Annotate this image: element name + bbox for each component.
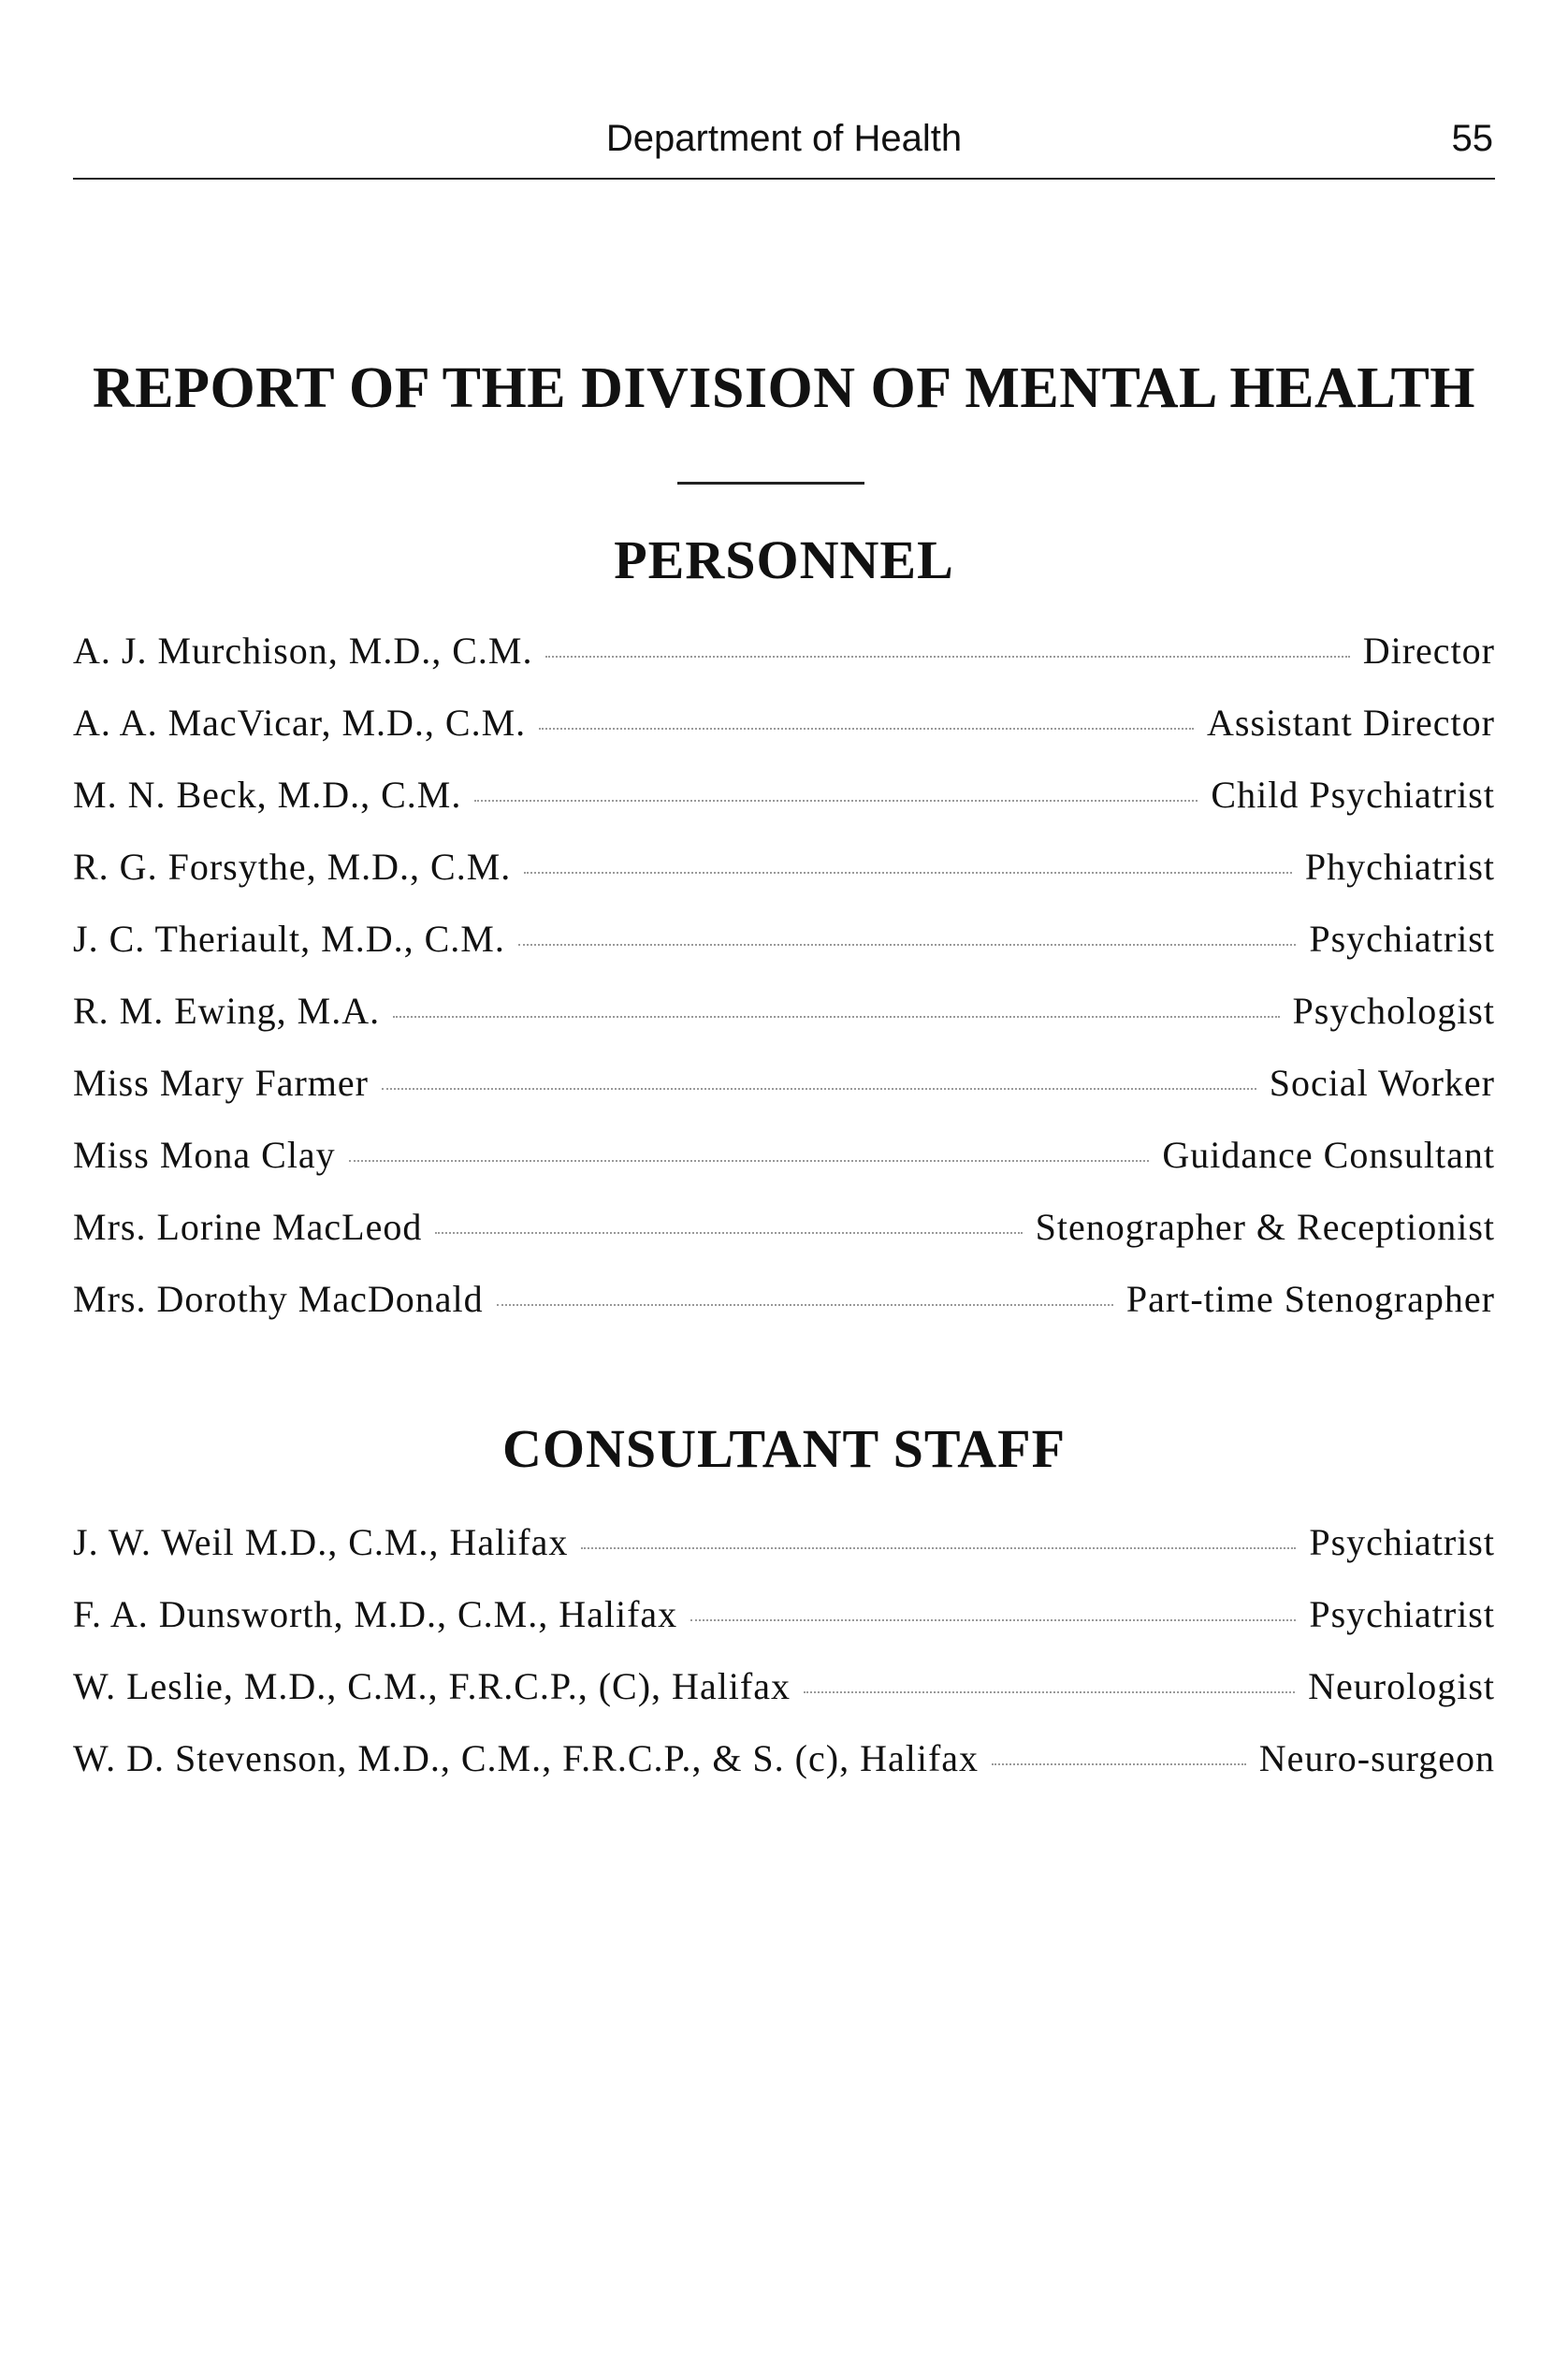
dot-leader — [497, 1304, 1113, 1306]
staff-name: J. C. Theriault, M.D., C.M. — [73, 918, 505, 960]
personnel-row — [73, 1205, 1495, 1277]
dot-leader — [545, 656, 1349, 658]
staff-role: Stenographer & Receptionist — [1035, 1206, 1495, 1248]
consultant-role: Neuro-surgeon — [1258, 1737, 1495, 1779]
personnel-row — [73, 629, 1495, 701]
staff-role: Psychiatrist — [1309, 918, 1495, 960]
staff-name: A. J. Murchison, M.D., C.M. — [73, 630, 533, 672]
dot-leader — [474, 800, 1198, 802]
staff-name: R. M. Ewing, M.A. — [73, 990, 381, 1032]
running-title: Department of Health — [605, 118, 963, 159]
title-divider — [677, 482, 864, 485]
dot-leader — [518, 944, 1297, 946]
staff-role: Part-time Stenographer — [1125, 1278, 1495, 1320]
dot-leader — [690, 1619, 1296, 1621]
consultant-role: Neurologist — [1308, 1665, 1495, 1707]
staff-name: Miss Mona Clay — [73, 1134, 336, 1176]
staff-name: Mrs. Dorothy MacDonald — [73, 1278, 484, 1320]
consultant-name: W. Leslie, M.D., C.M., F.R.C.P., (C), Halifax — [73, 1665, 791, 1707]
dot-leader — [393, 1016, 1279, 1018]
dot-leader — [382, 1088, 1256, 1090]
staff-role: Guidance Consultant — [1162, 1134, 1495, 1176]
personnel-row — [73, 701, 1495, 773]
staff-name: Miss Mary Farmer — [73, 1062, 369, 1104]
consultant-staff-heading: CONSULTANT STAFF — [501, 1418, 1067, 1479]
staff-role: Psychologist — [1292, 990, 1495, 1032]
consultant-staff-list — [73, 1520, 1495, 1808]
personnel-heading: PERSONNEL — [614, 529, 954, 590]
consultant-name: F. A. Dunsworth, M.D., C.M., Halifax — [73, 1593, 678, 1635]
dot-leader — [804, 1691, 1295, 1693]
staff-role: Assistant Director — [1207, 702, 1495, 744]
dot-leader — [435, 1232, 1022, 1234]
consultant-name: J. W. Weil M.D., C.M., Halifax — [73, 1521, 569, 1563]
staff-name: Mrs. Lorine MacLeod — [73, 1206, 423, 1248]
dot-leader — [539, 728, 1194, 730]
staff-role: Director — [1362, 630, 1495, 672]
personnel-row — [73, 1133, 1495, 1205]
staff-role: Phychiatrist — [1304, 846, 1495, 888]
consultant-row — [73, 1664, 1495, 1736]
consultant-row — [73, 1736, 1495, 1808]
consultant-name: W. D. Stevenson, M.D., C.M., F.R.C.P., & S. (c), Halifax — [73, 1737, 980, 1779]
dot-leader — [992, 1763, 1246, 1765]
staff-role: Child Psychiatrist — [1211, 774, 1495, 816]
personnel-row — [73, 989, 1495, 1061]
staff-name: R. G. Forsythe, M.D., C.M. — [73, 846, 512, 888]
consultant-row — [73, 1520, 1495, 1592]
consultant-role: Psychiatrist — [1309, 1593, 1495, 1635]
personnel-row — [73, 1061, 1495, 1133]
page-number: 55 — [1451, 118, 1493, 159]
personnel-row — [73, 845, 1495, 917]
consultant-row — [73, 1592, 1495, 1664]
staff-name: A. A. MacVicar, M.D., C.M. — [73, 702, 527, 744]
personnel-row — [73, 1277, 1495, 1349]
staff-name: M. N. Beck, M.D., C.M. — [73, 774, 462, 816]
personnel-list — [73, 629, 1495, 1349]
dot-leader — [524, 872, 1292, 874]
consultant-role: Psychiatrist — [1309, 1521, 1495, 1563]
personnel-row — [73, 917, 1495, 989]
report-title: REPORT OF THE DIVISION OF MENTAL HEALTH — [92, 356, 1476, 420]
personnel-row — [73, 773, 1495, 845]
dot-leader — [581, 1547, 1296, 1549]
running-header — [73, 112, 1495, 180]
staff-role: Social Worker — [1269, 1062, 1495, 1104]
dot-leader — [349, 1160, 1150, 1162]
